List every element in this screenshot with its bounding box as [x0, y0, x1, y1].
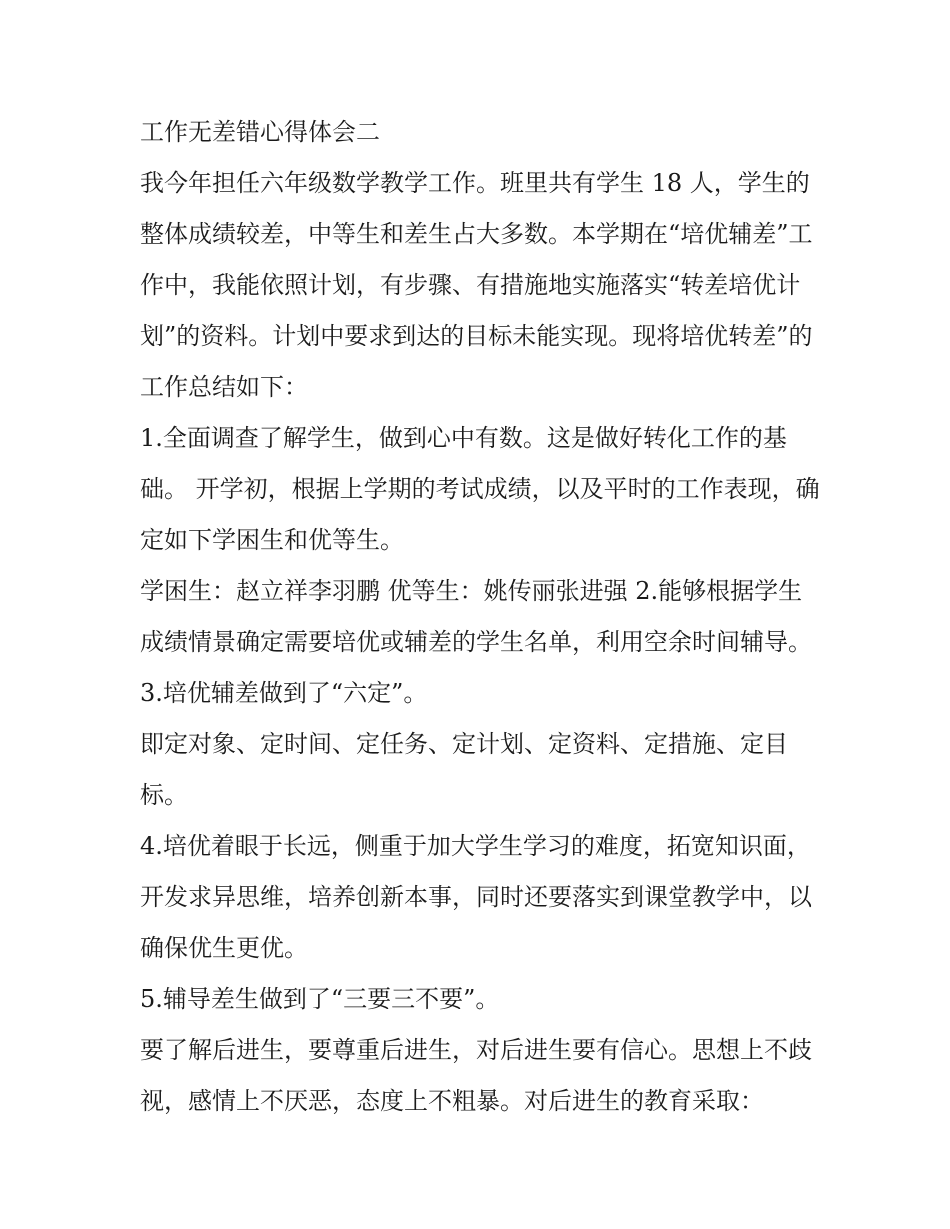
paragraph-item-5: 5.辅导差生做到了“三要三不要”。	[140, 985, 500, 1013]
document-title: 工作无差错心得体会二	[140, 118, 380, 146]
paragraph-students: 学困生：赵立祥李羽鹏 优等生：姚传丽张进强 2.能够根据学生成绩情景确定需要培优或辅差的学生名单，利用空余时间辅导。 3.培优辅差做到了“六定”。	[140, 577, 812, 707]
paragraph-six-fixed: 即定对象、定时间、定任务、定计划、定资料、定措施、定目标。	[140, 730, 788, 809]
paragraph-intro: 我今年担任六年级数学教学工作。班里共有学生 18 人，学生的整体成绩较差，中等生和差生占大多数。本学期在“培优辅差”工作中，我能依照计划，有步骤、有措施地实施落实“转差培优计划”的资料。计划中要求到达的目标未能实现。现将培优转差”的工作总结如下：	[140, 169, 813, 401]
paragraph-item-4: 4.培优着眼于长远，侧重于加大学生学习的难度，拓宽知识面，开发求异思维，培养创新本事，同时还要落实到课堂教学中，以确保优生更优。	[140, 832, 812, 962]
document-body	[140, 107, 820, 1127]
paragraph-item-1: 1.全面调查了解学生，做到心中有数。这是做好转化工作的基础。 开学初，根据上学期的考试成绩，以及平时的工作表现，确定如下学困生和优等生。	[140, 424, 820, 554]
paragraph-three-musts: 要了解后进生，要尊重后进生，对后进生要有信心。思想上不歧视，感情上不厌恶，态度上不粗暴。对后进生的教育采取：	[140, 1036, 812, 1115]
